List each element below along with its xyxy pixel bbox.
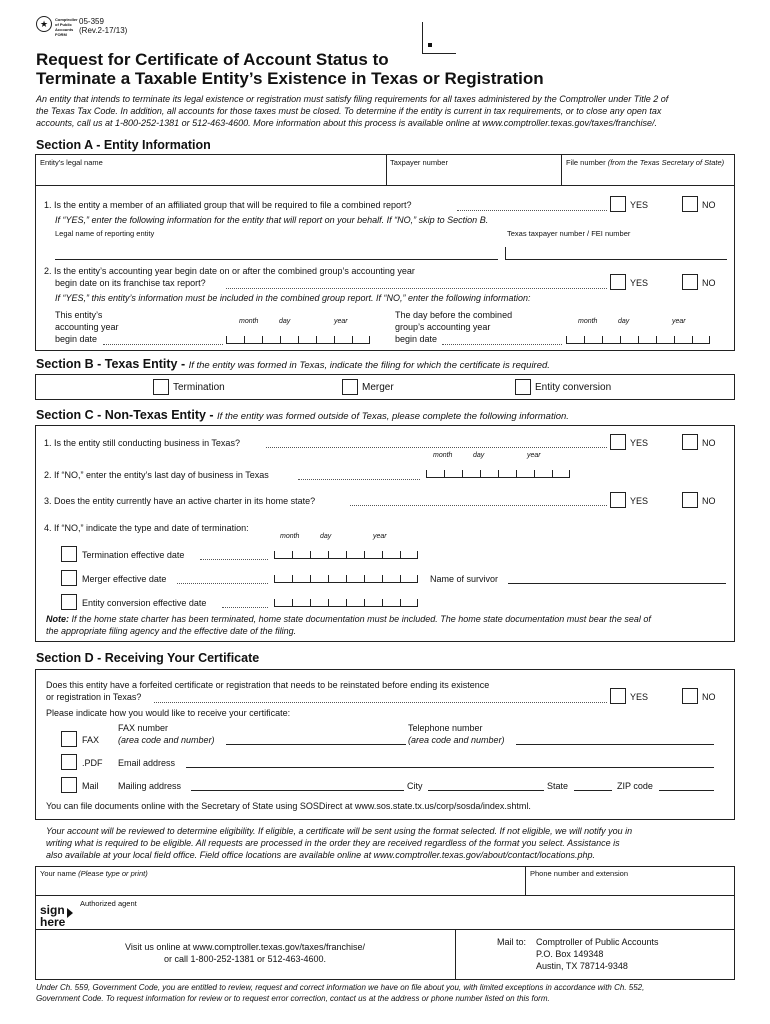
c-q1-yes-label: YES: [630, 438, 649, 448]
state-label: State: [547, 781, 569, 791]
legal-name-label: Entity’s legal name: [40, 158, 103, 167]
fax-number-label: FAX number: [118, 723, 169, 733]
section-b-title: Section B - Texas Entity - If the entity was formed in Texas, indicate the filing for which the certificate is required.: [36, 357, 550, 371]
file-number-field[interactable]: [563, 168, 733, 184]
sign-here: sign here: [40, 903, 66, 929]
mail-address-3: Austin, TX 78714-9348: [536, 961, 628, 971]
intro-line-1: An entity that intends to terminate its legal existence or registration must satisfy filing requirements for all taxes administered by the Comptroller under Title 2 of: [36, 94, 669, 104]
merger-date-checkbox[interactable]: [61, 570, 77, 586]
this-entity-3: begin date: [55, 334, 98, 344]
your-name-label: Your name (Please type or print): [40, 869, 148, 878]
date-year-a1: year: [334, 318, 348, 325]
conversion-date-label: Entity conversion effective date: [82, 598, 207, 608]
a-q2-note: If “YES,” this entity’s information must be included in the combined group report. If “NO,” enter the following information:: [55, 293, 531, 303]
d-how: Please indicate how you would like to receive your certificate:: [46, 708, 291, 718]
a-q1-no-label: NO: [702, 200, 716, 210]
date-day-a2: day: [618, 318, 630, 325]
page-title-1: Request for Certificate of Account Status to: [36, 50, 389, 69]
review-line-2: writing what is required to be eligible. All requests are processed in the order they are received regardless of the format you select. Assistance is: [46, 838, 620, 848]
merger-date-field[interactable]: [274, 575, 419, 584]
legal-line-1: Under Ch. 559, Government Code, you are entitled to review, request and correct information we have on file about you, with limited exceptions in accordance with Ch. 552,: [36, 983, 645, 992]
mail-to-label: Mail to:: [497, 937, 527, 947]
mailing-address-line[interactable]: [191, 790, 404, 791]
telephone-area-code: (area code and number): [408, 735, 505, 745]
corner-mark: [422, 22, 423, 54]
taxpayer-number-label: Taxpayer number: [390, 158, 448, 167]
c-q2: 2. If “NO,” enter the entity’s last day of business in Texas: [44, 470, 269, 480]
reporting-tax-line[interactable]: [505, 259, 727, 260]
phone-ext-label: Phone number and extension: [530, 869, 628, 878]
legal-name-field[interactable]: [37, 168, 384, 184]
termination-label: Termination: [173, 382, 225, 393]
corner-mark-h: [422, 53, 456, 54]
d-no-checkbox[interactable]: [682, 688, 698, 704]
c-q4: 4. If “NO,” indicate the type and date of termination:: [44, 523, 249, 533]
sign-arrow-icon: [67, 908, 73, 918]
termination-date-field[interactable]: [274, 551, 419, 560]
c-note-2: the appropriate filing agency and the effective date of the filing.: [46, 626, 297, 636]
d-yes-label: YES: [630, 692, 649, 702]
date-field-a1[interactable]: [226, 336, 371, 345]
survivor-line[interactable]: [508, 583, 726, 584]
day-before-3: begin date: [395, 334, 438, 344]
date-field-a2[interactable]: [566, 336, 711, 345]
email-line[interactable]: [186, 767, 714, 768]
visit-line-1: Visit us online at www.comptroller.texas.gov/taxes/franchise/: [125, 942, 365, 952]
agency-logo-text: Comptroller of Public Accounts FORM: [55, 17, 78, 37]
comptroller-seal: ★: [36, 16, 52, 32]
merger-checkbox[interactable]: [342, 379, 358, 395]
conversion-date-field[interactable]: [274, 599, 419, 608]
c-q1-no-label: NO: [702, 438, 716, 448]
legal-line-2: Government Code. To request information for review or to request error correction, contact us at the address or phone number listed on this form.: [36, 994, 550, 1003]
review-line-3: also available at your local field office. Field office locations are available online at www.comptroller.texas.gov/about/contact/locations.php.: [46, 850, 595, 860]
form-number: 05-359: [79, 17, 104, 26]
fax-checkbox[interactable]: [61, 731, 77, 747]
this-entity-1: This entity’s: [55, 310, 103, 320]
taxpayer-number-field[interactable]: [388, 168, 559, 184]
form-revision: (Rev.2-17/13): [79, 26, 128, 35]
zip-label: ZIP code: [617, 781, 653, 791]
a-q2-no-checkbox[interactable]: [682, 274, 698, 290]
this-entity-2: accounting year: [55, 322, 119, 332]
zip-line[interactable]: [659, 790, 714, 791]
day-before-1: The day before the combined: [395, 310, 513, 320]
reporting-tax-label: Texas taxpayer number / FEI number: [507, 229, 631, 238]
date-field-c2[interactable]: [426, 470, 571, 479]
date-month-a2: month: [578, 318, 598, 325]
d-no-label: NO: [702, 692, 716, 702]
a-q1-yes-checkbox[interactable]: [610, 196, 626, 212]
a-q1-no-checkbox[interactable]: [682, 196, 698, 212]
date-year-a2: year: [672, 318, 686, 325]
date-month-c2: month: [433, 452, 453, 459]
authorized-agent-field[interactable]: [78, 909, 733, 928]
mail-checkbox[interactable]: [61, 777, 77, 793]
sosdirect-note: You can file documents online with the Secretary of State using SOSDirect at www.sos.state.tx.us/corp/sosda/index.shtml.: [46, 801, 531, 811]
c-q1: 1. Is the entity still conducting business in Texas?: [44, 438, 240, 448]
c-q3-no-checkbox[interactable]: [682, 492, 698, 508]
state-line[interactable]: [574, 790, 612, 791]
c-q3-no-label: NO: [702, 496, 716, 506]
section-d-title: Section D - Receiving Your Certificate: [36, 651, 260, 665]
visit-line-2: or call 1-800-252-1381 or 512-463-4600.: [163, 954, 327, 964]
termination-checkbox[interactable]: [153, 379, 169, 395]
survivor-label: Name of survivor: [430, 574, 499, 584]
pdf-checkbox[interactable]: [61, 754, 77, 770]
telephone-label: Telephone number: [408, 723, 483, 733]
termination-date-label: Termination effective date: [82, 550, 185, 560]
pdf-label: .PDF: [82, 758, 103, 768]
c-q3: 3. Does the entity currently have an active charter in its home state?: [44, 496, 316, 506]
merger-label: Merger: [362, 382, 394, 393]
date-day-c4: day: [320, 533, 332, 540]
file-number-label: File number (from the Texas Secretary of State): [566, 158, 725, 167]
date-day-c2: day: [473, 452, 485, 459]
a-q1-yes-label: YES: [630, 200, 649, 210]
mailing-address-label: Mailing address: [118, 781, 182, 791]
city-label: City: [407, 781, 423, 791]
date-month-c4: month: [280, 533, 300, 540]
c-note-1: Note: If the home state charter has been terminated, home state documentation must be included. The home state documentation must bear the seal of: [46, 614, 651, 624]
mail-address-1: Comptroller of Public Accounts: [536, 937, 659, 947]
city-line[interactable]: [428, 790, 544, 791]
corner-dot: [428, 43, 432, 47]
c-q3-yes-checkbox[interactable]: [610, 492, 626, 508]
c-q1-no-checkbox[interactable]: [682, 434, 698, 450]
phone-ext-field[interactable]: [527, 879, 733, 894]
c-q1-yes-checkbox[interactable]: [610, 434, 626, 450]
section-a-title: Section A - Entity Information: [36, 138, 211, 152]
mail-address-2: P.O. Box 149348: [536, 949, 604, 959]
date-year-c2: year: [527, 452, 541, 459]
date-year-c4: year: [373, 533, 387, 540]
d-q-line2: or registration in Texas?: [46, 692, 142, 702]
termination-date-checkbox[interactable]: [61, 546, 77, 562]
date-month-a1: month: [239, 318, 259, 325]
date-day-a1: day: [279, 318, 291, 325]
a-q2-no-label: NO: [702, 278, 716, 288]
a-q2-line2: begin date on its franchise tax report?: [55, 278, 206, 288]
conversion-date-checkbox[interactable]: [61, 594, 77, 610]
intro-line-3: accounts, call us at 1-800-252-1381 or 512-463-4600. More information about this process is available online at www.comptroller.texas.gov/taxes/franchise/.: [36, 118, 657, 128]
c-q3-yes-label: YES: [630, 496, 649, 506]
entity-conversion-checkbox[interactable]: [515, 379, 531, 395]
a-q1: 1. Is the entity a member of an affiliated group that will be required to file a combined report?: [44, 200, 412, 210]
a-q1-note: If “YES,” enter the following information for the entity that will report on your behalf. If “NO,” skip to Section B.: [55, 215, 489, 225]
fax-label: FAX: [82, 735, 100, 745]
reporting-name-line[interactable]: [55, 259, 498, 260]
d-yes-checkbox[interactable]: [610, 688, 626, 704]
intro-line-2: the Texas Tax Code. In addition, all accounts for those taxes must be closed. To determine if the entity is current in tax requirements, or to close any open tax: [36, 106, 662, 116]
d-q-line1: Does this entity have a forfeited certificate or registration that needs to be reinstated before ending its existence: [46, 680, 490, 690]
day-before-2: group’s accounting year: [395, 322, 491, 332]
authorized-agent-label: Authorized agent: [80, 899, 137, 908]
your-name-field[interactable]: [37, 879, 523, 894]
section-c-title: Section C - Non-Texas Entity - If the entity was formed outside of Texas, please complete the following information.: [36, 408, 569, 422]
telephone-line[interactable]: [516, 744, 714, 745]
a-q2-yes-checkbox[interactable]: [610, 274, 626, 290]
merger-date-label: Merger effective date: [82, 574, 167, 584]
page-title-2: Terminate a Taxable Entity’s Existence in Texas or Registration: [36, 69, 544, 88]
email-label: Email address: [118, 758, 176, 768]
fax-number-line[interactable]: [226, 744, 406, 745]
fax-area-code: (area code and number): [118, 735, 215, 745]
reporting-name-label: Legal name of reporting entity: [55, 229, 155, 238]
a-q2-yes-label: YES: [630, 278, 649, 288]
a-q2-line1: 2. Is the entity’s accounting year begin date on or after the combined group’s accounting year: [44, 266, 415, 276]
entity-conversion-label: Entity conversion: [535, 382, 612, 393]
review-line-1: Your account will be reviewed to determine eligibility. If eligible, a certificate will be sent using the format selected. If not eligible, we will notify you in: [46, 826, 633, 836]
mail-label: Mail: [82, 781, 99, 791]
